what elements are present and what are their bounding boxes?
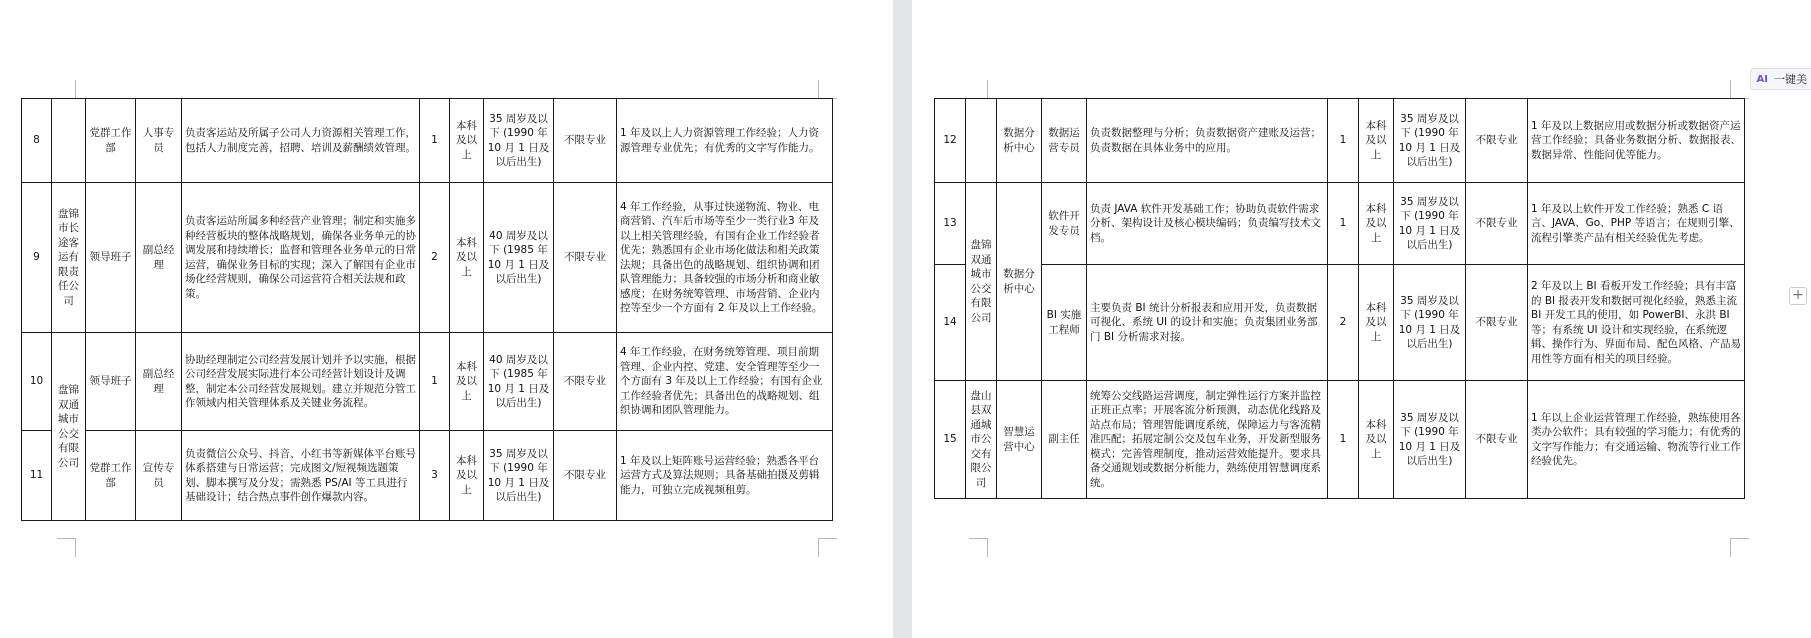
requirements-cell: 1 年以上企业运营管理工作经验，熟练使用各类办公软件；具有较强的学习能力；有优秀的文字写作能力；有交通运输、物流等行业工作经验优先。 — [1528, 381, 1745, 499]
row-number: 15 — [935, 381, 966, 499]
company-cell: 盘锦双通城市公交有限公司 — [966, 183, 997, 381]
duties-cell: 负责客运站及所属子公司人力资源相关管理工作，包括人力制度完善，招聘、培训及薪酬绩效管理。 — [182, 99, 420, 183]
crop-mark — [818, 538, 837, 557]
position-cell: 副总经理 — [136, 333, 182, 431]
position-cell: BI 实施工程师 — [1042, 265, 1087, 381]
duties-cell: 负责微信公众号、抖音、小红书等新媒体平台账号体系搭建与日常运营；完成图文/短视频选题策划、脚本撰写及分发；需熟悉 PS/AI 等工具进行基础设计；结合热点事件创作爆款内容。 — [182, 431, 420, 521]
position-cell: 副总经理 — [136, 183, 182, 333]
table-row — [22, 183, 833, 333]
ai-icon: AI — [1756, 73, 1768, 85]
row-number: 10 — [22, 333, 52, 431]
headcount-cell: 1 — [1328, 99, 1359, 183]
major-cell: 不限专业 — [1466, 381, 1528, 499]
position-cell: 数据运营专员 — [1042, 99, 1087, 183]
department-cell: 数据分析中心 — [997, 99, 1042, 183]
ai-beautify-button[interactable] — [1750, 68, 1811, 90]
education-cell: 本科及以上 — [1359, 265, 1394, 381]
job-table-right — [934, 98, 1745, 499]
requirements-cell: 1 年及以上数据应用或数据分析或数据资产运营工作经验；具备业务数据分析、数据报表、数据异常、性能问优等能力。 — [1528, 99, 1745, 183]
document-page-right — [912, 0, 1811, 638]
headcount-cell: 3 — [420, 431, 450, 521]
age-cell: 35 周岁及以下 (1990 年 10 月 1 日及以后出生) — [1394, 183, 1466, 265]
headcount-cell: 2 — [420, 183, 450, 333]
table-row — [22, 431, 833, 521]
education-cell: 本科及以上 — [1359, 381, 1394, 499]
age-cell: 35 周岁及以下 (1990 年 10 月 1 日及以后出生) — [1394, 381, 1466, 499]
table-row — [935, 265, 1745, 381]
requirements-cell: 1 年及以上矩阵账号运营经验；熟悉各平台运营方式及算法规则；具备基础拍摄及剪辑能力，可独立完成视频租剪。 — [617, 431, 833, 521]
table-row — [935, 99, 1745, 183]
crop-mark — [57, 80, 76, 99]
major-cell: 不限专业 — [554, 431, 617, 521]
education-cell: 本科及以上 — [450, 333, 484, 431]
department-cell: 智慧运营中心 — [997, 381, 1042, 499]
crop-mark — [969, 538, 988, 557]
headcount-cell: 1 — [1328, 381, 1359, 499]
duties-cell: 负责 JAVA 软件开发基础工作；协助负责软件需求分析、架构设计及核心模块编码；负责编写技术文档。 — [1087, 183, 1328, 265]
major-cell: 不限专业 — [1466, 265, 1528, 381]
age-cell: 35 周岁及以下 (1990 年 10 月 1 日及以后出生) — [1394, 99, 1466, 183]
education-cell: 本科及以上 — [1359, 99, 1394, 183]
requirements-cell: 4 年工作经验，从事过快递物流、物业、电商营销、汽车后市场等至少一类行业3 年及以上相关管理经验，有国有企业工作经验者优先；熟悉国有企业市场化做法和相关政策法规；具备出色的战略规划、组织协调和团队管理能力；具备较强的市场分析和商业敏感度；在财务统筹管理、市场营销、企业内控等至少一个方面有 2 年及以上工作经验。 — [617, 183, 833, 333]
company-cell: 盘锦双通城市公交有限公司 — [52, 333, 86, 521]
major-cell: 不限专业 — [554, 183, 617, 333]
age-cell: 35 周岁及以下 (1990 年 10 月 1 日及以后出生) — [484, 431, 554, 521]
crop-mark — [818, 80, 837, 99]
requirements-cell: 4 年工作经验，在财务统筹管理、项目前期管理、企业内控、党建、安全管理等至少一个方面有 3 年及以上工作经验；有国有企业工作经验者优先；具备出色的战略规划、组织协调和团队管理能力。 — [617, 333, 833, 431]
crop-mark — [1730, 538, 1749, 557]
row-number: 9 — [22, 183, 52, 333]
education-cell: 本科及以上 — [450, 431, 484, 521]
table-row — [935, 183, 1745, 265]
age-cell: 35 周岁及以下 (1990 年 10 月 1 日及以后出生) — [1394, 265, 1466, 381]
headcount-cell: 1 — [1328, 183, 1359, 265]
table-row — [935, 381, 1745, 499]
duties-cell: 负责数据整理与分析；负责数据资产建账及运营；负责数据在具体业务中的应用。 — [1087, 99, 1328, 183]
row-number: 13 — [935, 183, 966, 265]
ai-beautify-label: 一键美 — [1774, 73, 1807, 86]
major-cell: 不限专业 — [1466, 99, 1528, 183]
row-number: 14 — [935, 265, 966, 381]
headcount-cell: 1 — [420, 333, 450, 431]
age-cell: 40 周岁及以下 (1985 年 10 月 1 日及以后出生) — [484, 183, 554, 333]
row-number: 12 — [935, 99, 966, 183]
crop-mark — [1730, 80, 1749, 99]
requirements-cell: 2 年及以上 BI 看板开发工作经验；具有丰富的 BI 报表开发和数据可视化经验，熟悉主流 BI 开发工具的使用，如 PowerBI、永洪 BI 等；有系统 UI 设计和实现经验，在系统逻辑、操作行为、界面布局、配色风格、产品易用性等方面有相关的项目经验。 — [1528, 265, 1745, 381]
education-cell: 本科及以上 — [450, 183, 484, 333]
major-cell: 不限专业 — [554, 99, 617, 183]
duties-cell: 统筹公交线路运营调度，制定弹性运行方案并监控正班正点率；开展客流分析预测，动态优化线路及站点布局；管理智能调度系统，保障运力与客流精准匹配；拓展定制公交及包车业务，开发新型服务模式；完善管理制度，推动运营效能提升。要求具备交通规划或数据分析能力，熟练使用智慧调度系统。 — [1087, 381, 1328, 499]
duties-cell: 协助经理制定公司经营发展计划并予以实施，根据公司经营发展实际进行本公司经营计划设计及调整，制定本公司经营发展规划。建立并规范分管工作领域内相关管理体系及关键业务流程。 — [182, 333, 420, 431]
headcount-cell: 1 — [420, 99, 450, 183]
document-page-left — [0, 0, 893, 638]
headcount-cell: 2 — [1328, 265, 1359, 381]
table-row — [22, 333, 833, 431]
crop-mark — [969, 80, 988, 99]
department-cell: 数据分析中心 — [997, 183, 1042, 381]
department-cell: 党群工作部 — [86, 99, 136, 183]
age-cell: 40 周岁及以下 (1985 年 10 月 1 日及以后出生) — [484, 333, 554, 431]
position-cell: 软件开发专员 — [1042, 183, 1087, 265]
row-number: 11 — [22, 431, 52, 521]
requirements-cell: 1 年及以上软件开发工作经验；熟悉 C 语言、JAVA、Go、PHP 等语言；在规则引擎、流程引擎类产品有相关经验优先考虑。 — [1528, 183, 1745, 265]
requirements-cell: 1 年及以上人力资源管理工作经验；人力资源管理专业优先；有优秀的文字写作能力。 — [617, 99, 833, 183]
department-cell: 党群工作部 — [86, 431, 136, 521]
table-row — [22, 99, 833, 183]
education-cell: 本科及以上 — [450, 99, 484, 183]
add-icon[interactable]: + — [1789, 287, 1807, 305]
company-cell — [52, 99, 86, 183]
page-gutter — [893, 0, 912, 638]
major-cell: 不限专业 — [1466, 183, 1528, 265]
position-cell: 宣传专员 — [136, 431, 182, 521]
department-cell: 领导班子 — [86, 333, 136, 431]
company-cell — [966, 99, 997, 183]
position-cell: 人事专员 — [136, 99, 182, 183]
education-cell: 本科及以上 — [1359, 183, 1394, 265]
duties-cell: 负责客运站所属多种经营产业管理；制定和实施多种经营板块的整体战略规划，确保各业务单元的协调发展和持续增长；监督和管理各业务单元的日常运营，确保业务目标的实现；深入了解国有企业市场化经营规则，确保公司运营符合相关法规和政策。 — [182, 183, 420, 333]
job-table-left — [21, 98, 833, 521]
crop-mark — [57, 538, 76, 557]
age-cell: 35 周岁及以下 (1990 年 10 月 1 日及以后出生) — [484, 99, 554, 183]
row-number: 8 — [22, 99, 52, 183]
position-cell: 副主任 — [1042, 381, 1087, 499]
major-cell: 不限专业 — [554, 333, 617, 431]
company-cell: 盘山县双通城市公交有限公司 — [966, 381, 997, 499]
department-cell: 领导班子 — [86, 183, 136, 333]
duties-cell: 主要负责 BI 统计分析报表和应用开发，负责数据可视化、系统 UI 的设计和实施；负责集团业务部门 BI 分析需求对接。 — [1087, 265, 1328, 381]
company-cell: 盘锦市长途客运有限责任公司 — [52, 183, 86, 333]
